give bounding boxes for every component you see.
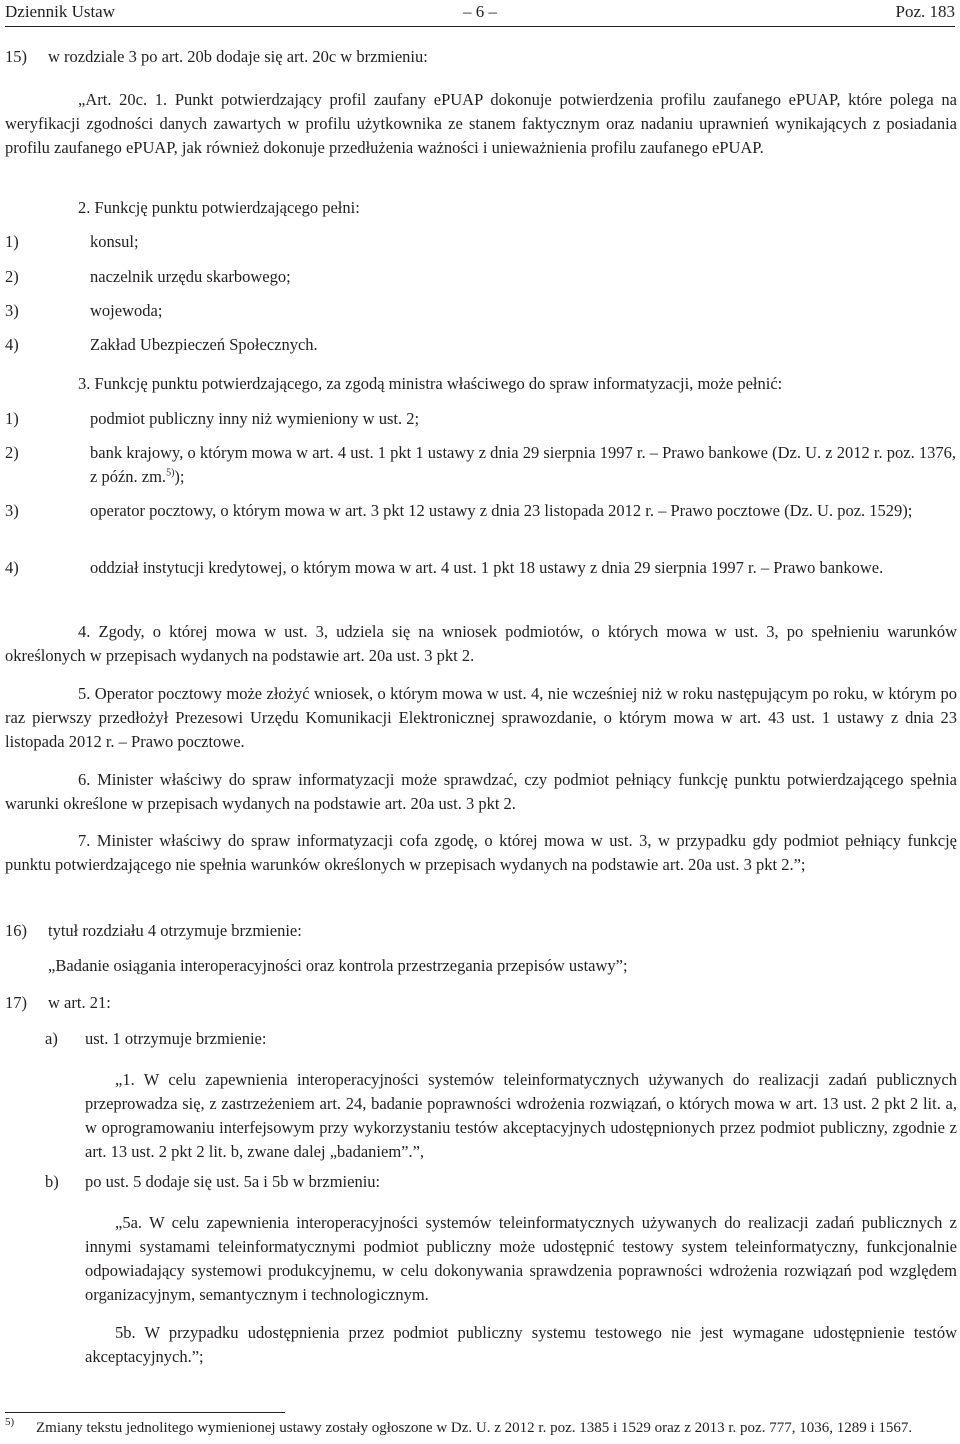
letter-marker: a)	[45, 1029, 58, 1048]
art20c-ust7: 7. Minister właściwy do spraw informatyzacji cofa zgodę, o której mowa w ust. 3, w przypadku gdy podmiot pełniący funkcję punktu potwierdzającego nie spełnia warunków określonych w przepisach wydanych na podstawie art. 20a ust. 3 pkt 2.”;	[5, 831, 957, 874]
list-item: Zakład Ubezpieczeń Społecznych.	[90, 335, 318, 354]
letter-text: po ust. 5 dodaje się ust. 5a i 5b w brzmieniu:	[85, 1172, 381, 1191]
journal-title: Dziennik Ustaw	[5, 2, 116, 21]
list-item-number: 2)	[5, 443, 19, 462]
art20c-ust5: 5. Operator pocztowy może złożyć wniosek, o którym mowa w ust. 4, nie wcześniej niż w roku następującym po roku, w którym po raz pierwszy przedłożył Prezesowi Urzędu Komunikacji Elektronicznej sprawozdanie, o którym mowa w art. 43 ust. 1 ustawy z dnia 23 listopada 2012 r. – Prawo pocztowe.	[5, 684, 957, 751]
list-item	[90, 441, 956, 489]
chapter-title-quote: „Badanie osiągania interoperacyjności oraz kontrola przestrzegania przepisów ustawy”;	[48, 956, 628, 975]
art20c-ust1: „Art. 20c. 1. Punkt potwierdzający profil zaufany ePUAP dokonuje potwierdzenia profilu zaufanego ePUAP, które polega na weryfikacji zgodności danych zawartych w profilu użytkownika ze stanem faktycznym oraz nadaniu uprawnień wynikających z posiadania profilu zaufanego ePUAP, jak również dokonuje przedłużenia ważności i unieważnienia profilu zaufanego ePUAP.	[5, 90, 957, 157]
art21-ust5b-quote: 5b. W przypadku udostępnienia przez podmiot publiczny systemu testowego nie jest wymagane udostępnienie testów akceptacyjnych.”;	[85, 1323, 957, 1366]
item-number: 15)	[5, 47, 27, 66]
art20c-ust6: 6. Minister właściwy do spraw informatyzacji może sprawdzać, czy podmiot pełniący funkcję punktu potwierdzającego spełnia warunki określone w przepisach wydanych na podstawie art. 20a ust. 3 pkt 2.	[5, 770, 957, 813]
list-item-tail: );	[174, 467, 185, 486]
letter-marker: b)	[45, 1172, 59, 1191]
list-item-number: 4)	[5, 558, 19, 577]
page-header	[5, 0, 955, 27]
list-item-number: 3)	[5, 501, 19, 520]
position-number: Poz. 183	[895, 2, 955, 21]
page-number: – 6 –	[463, 2, 497, 21]
list-item-number: 4)	[5, 335, 19, 354]
item-text: w art. 21:	[48, 993, 111, 1012]
list-item: oddział instytucji kredytowej, o którym mowa w art. 4 ust. 1 pkt 18 ustawy z dnia 29 sierpnia 1997 r. – Prawo bankowe.	[90, 558, 884, 577]
art21-ust1-quote: „1. W celu zapewnienia interoperacyjności systemów teleinformatycznych używanych do realizacji zadań publicznych przeprowadza się, z zastrzeżeniem art. 24, badanie poprawności wdrożenia rozwiązań, o których mowa w art. 13 ust. 2 pkt 2 lit. a, w oprogramowaniu interfejsowym przy wykorzystaniu testów akceptacyjnych udostępnionych przez podmiot publiczny, zgodnie z art. 13 ust. 2 pkt 2 lit. b, zwane dalej „badaniem”.”,	[85, 1070, 957, 1161]
list-item-number: 1)	[5, 409, 19, 428]
item-number: 17)	[5, 993, 27, 1012]
art20c-ust2: 2. Funkcję punktu potwierdzającego pełni:	[78, 198, 360, 217]
footnote-marker: 5)	[5, 1416, 15, 1428]
list-item-text: bank krajowy, o którym mowa w art. 4 ust. 1 pkt 1 ustawy z dnia 29 sierpnia 1997 r. – Prawo bankowe (Dz. U. z 2012 r. poz. 1376, z późn. zm.	[90, 443, 956, 486]
list-item-number: 1)	[5, 232, 19, 251]
item-text: tytuł rozdziału 4 otrzymuje brzmienie:	[48, 921, 302, 940]
footnote-separator	[5, 1412, 285, 1413]
item-number: 16)	[5, 921, 27, 940]
list-item: wojewoda;	[90, 301, 163, 320]
art21-ust5a-quote: „5a. W celu zapewnienia interoperacyjności systemów teleinformatycznych używanych do realizacji zadań publicznych z innymi systamami teleinformatycznymi podmiot publiczny może udostępnić testowy system teleinformatyczny, funkcjonalnie odpowiadający systemowi produkcyjnemu, w celu dokonywania sprawdzenia poprawności wdrożenia rozwiązań pod względem organizacyjnym, semantycznym i technologicznym.	[85, 1213, 957, 1304]
list-item-number: 2)	[5, 267, 19, 286]
letter-text: ust. 1 otrzymuje brzmienie:	[85, 1029, 267, 1048]
list-item: podmiot publiczny inny niż wymieniony w ust. 2;	[90, 409, 420, 428]
footnote-text: Zmiany tekstu jednolitego wymienionej ustawy zostały ogłoszone w Dz. U. z 2012 r. poz. 1385 i 1529 oraz z 2013 r. poz. 777, 1036, 1289 i 1567.	[36, 1420, 913, 1436]
list-item: naczelnik urzędu skarbowego;	[90, 267, 291, 286]
art20c-ust4: 4. Zgody, o której mowa w ust. 3, udziela się na wniosek podmiotów, o których mowa w ust. 3, po spełnieniu warunków określonych w przepisach wydanych na podstawie art. 20a ust. 3 pkt 2.	[5, 622, 957, 665]
list-item-number: 3)	[5, 301, 19, 320]
list-item: operator pocztowy, o którym mowa w art. 3 pkt 12 ustawy z dnia 23 listopada 2012 r. – Prawo pocztowe (Dz. U. poz. 1529);	[90, 501, 913, 520]
list-item: konsul;	[90, 232, 139, 251]
footnote-ref: 5)	[166, 467, 175, 479]
art20c-ust3: 3. Funkcję punktu potwierdzającego, za zgodą ministra właściwego do spraw informatyzacji, może pełnić:	[78, 374, 783, 393]
item-text: w rozdziale 3 po art. 20b dodaje się art. 20c w brzmieniu:	[48, 47, 428, 66]
